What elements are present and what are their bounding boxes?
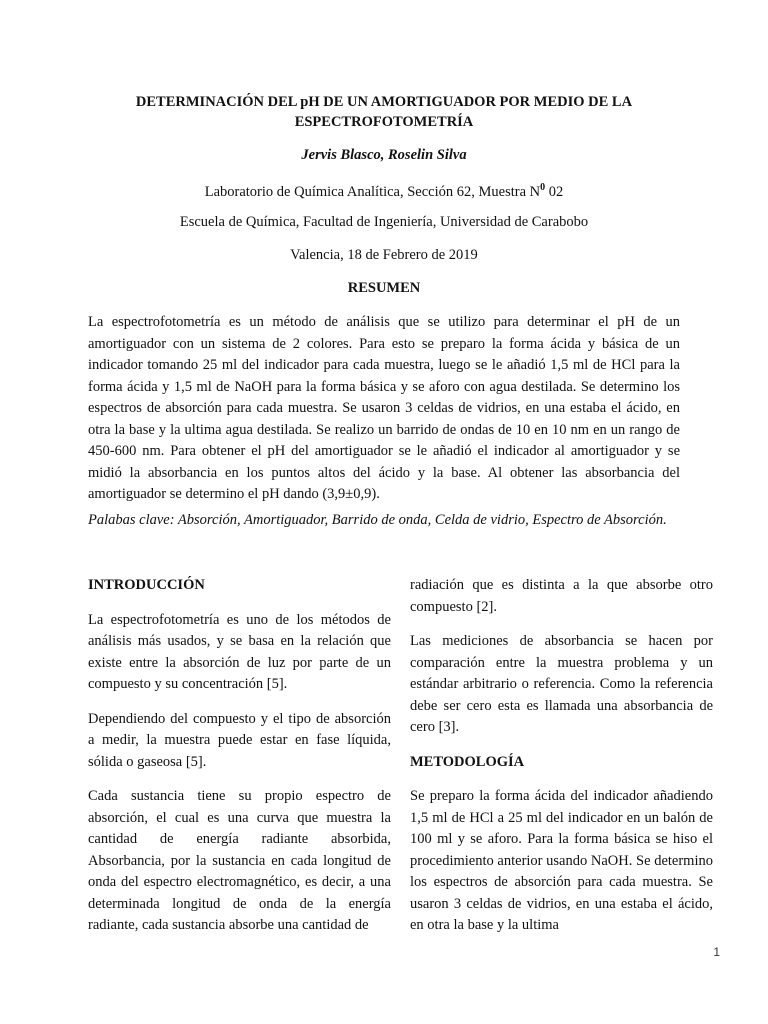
right-column-paragraph-2: Las mediciones de absorbancia se hacen por comparación entre la muestra problema y un estándar arbitrario o referencia. Como la referencia debe ser cero esta es llamada una absorbancia de cero [3]. [410, 633, 713, 735]
affiliation-lab-superscript: 0 [540, 182, 546, 193]
paper-title-line-1: DETERMINACIÓN DEL pH DE UN AMORTIGUADOR POR MEDIO DE LA [135, 94, 633, 110]
paper-title-line-2: ESPECTROFOTOMETRÍA [294, 114, 474, 130]
introduction-heading: INTRODUCCIÓN [88, 577, 205, 593]
right-column-paragraph-1: radiación que es distinta a la que absorbe otro compuesto [2]. [410, 577, 713, 615]
page-number: 1 [713, 945, 720, 959]
keywords: Palabas clave: Absorción, Amortiguador, Barrido de onda, Celda de vidrio, Espectro de Absorción. [88, 512, 667, 528]
introduction-paragraph-3: Cada sustancia tiene su propio espectro de absorción, el cual es una curva que muestra la cantidad de energía radiante absorbida, Absorbancia, por la sustancia en cada longitud de onda del espectro electromagnético, es decir, a una determinada longitud de onda de la energía radiante, cada sustancia absorbe una cantidad de [88, 788, 391, 933]
affiliation-school: Escuela de Química, Facultad de Ingeniería, Universidad de Carabobo [179, 214, 589, 230]
paper-date: Valencia, 18 de Febrero de 2019 [290, 247, 478, 263]
left-column [88, 575, 391, 950]
introduction-paragraph-1: La espectrofotometría es uno de los métodos de análisis más usados, y se basa en la relación que existe entre la absorción de luz por parte de un compuesto y su concentración [5]. [88, 611, 391, 692]
methodology-paragraph-1: Se preparo la forma ácida del indicador añadiendo 1,5 ml de HCl a 25 ml del indicador en un balón de 100 ml y se aforo. Para la forma básica se hiso el procedimiento anterior usando NaOH. Se determino los espectros de absorción para cada muestra. Se usaron 3 celdas de vidrios, en una estaba el ácido, en otra la base y la ultima [410, 788, 713, 933]
affiliation-lab [88, 179, 680, 201]
paper-title [120, 92, 648, 132]
paper-authors: Jervis Blasco, Roselin Silva [301, 147, 467, 163]
abstract-text: La espectrofotometría es un método de análisis que se utilizo para determinar el pH de un amortiguador con un sistema de 2 colores. Para esto se preparo la forma ácida y básica de un indicador tomando 25 ml del indicador para cada muestra, luego se le añadió 1,5 ml de HCl para la forma ácida y 1,5 ml de NaOH para la forma básica y se aforo con agua destilada. Se determino los espectros de absorción para cada muestra. Se usaron 3 celdas de vidrios, en una estaba el ácido, en otra la base y la ultima agua destilada. Se realizo un barrido de ondas de 10 en 10 nm en un rango de 450-600 nm. Para obtener el pH del amortiguador se le añadió el indicador al amortiguador y se midió la absorbancia en los puntos altos del ácido y la base. Al obtener las absorbancia del amortiguador se determino el pH dando (3,9±0,9). [88, 314, 680, 502]
introduction-paragraph-2: Dependiendo del compuesto y el tipo de absorción a medir, la muestra puede estar en fase líquida, sólida o gaseosa [5]. [88, 710, 391, 770]
methodology-heading: METODOLOGÍA [410, 753, 525, 770]
affiliation-lab-number: 02 [545, 183, 564, 200]
right-column [410, 575, 713, 950]
abstract-heading: RESUMEN [347, 280, 421, 296]
affiliation-lab-text: Laboratorio de Química Analítica, Sección 62, Muestra N [204, 183, 541, 200]
